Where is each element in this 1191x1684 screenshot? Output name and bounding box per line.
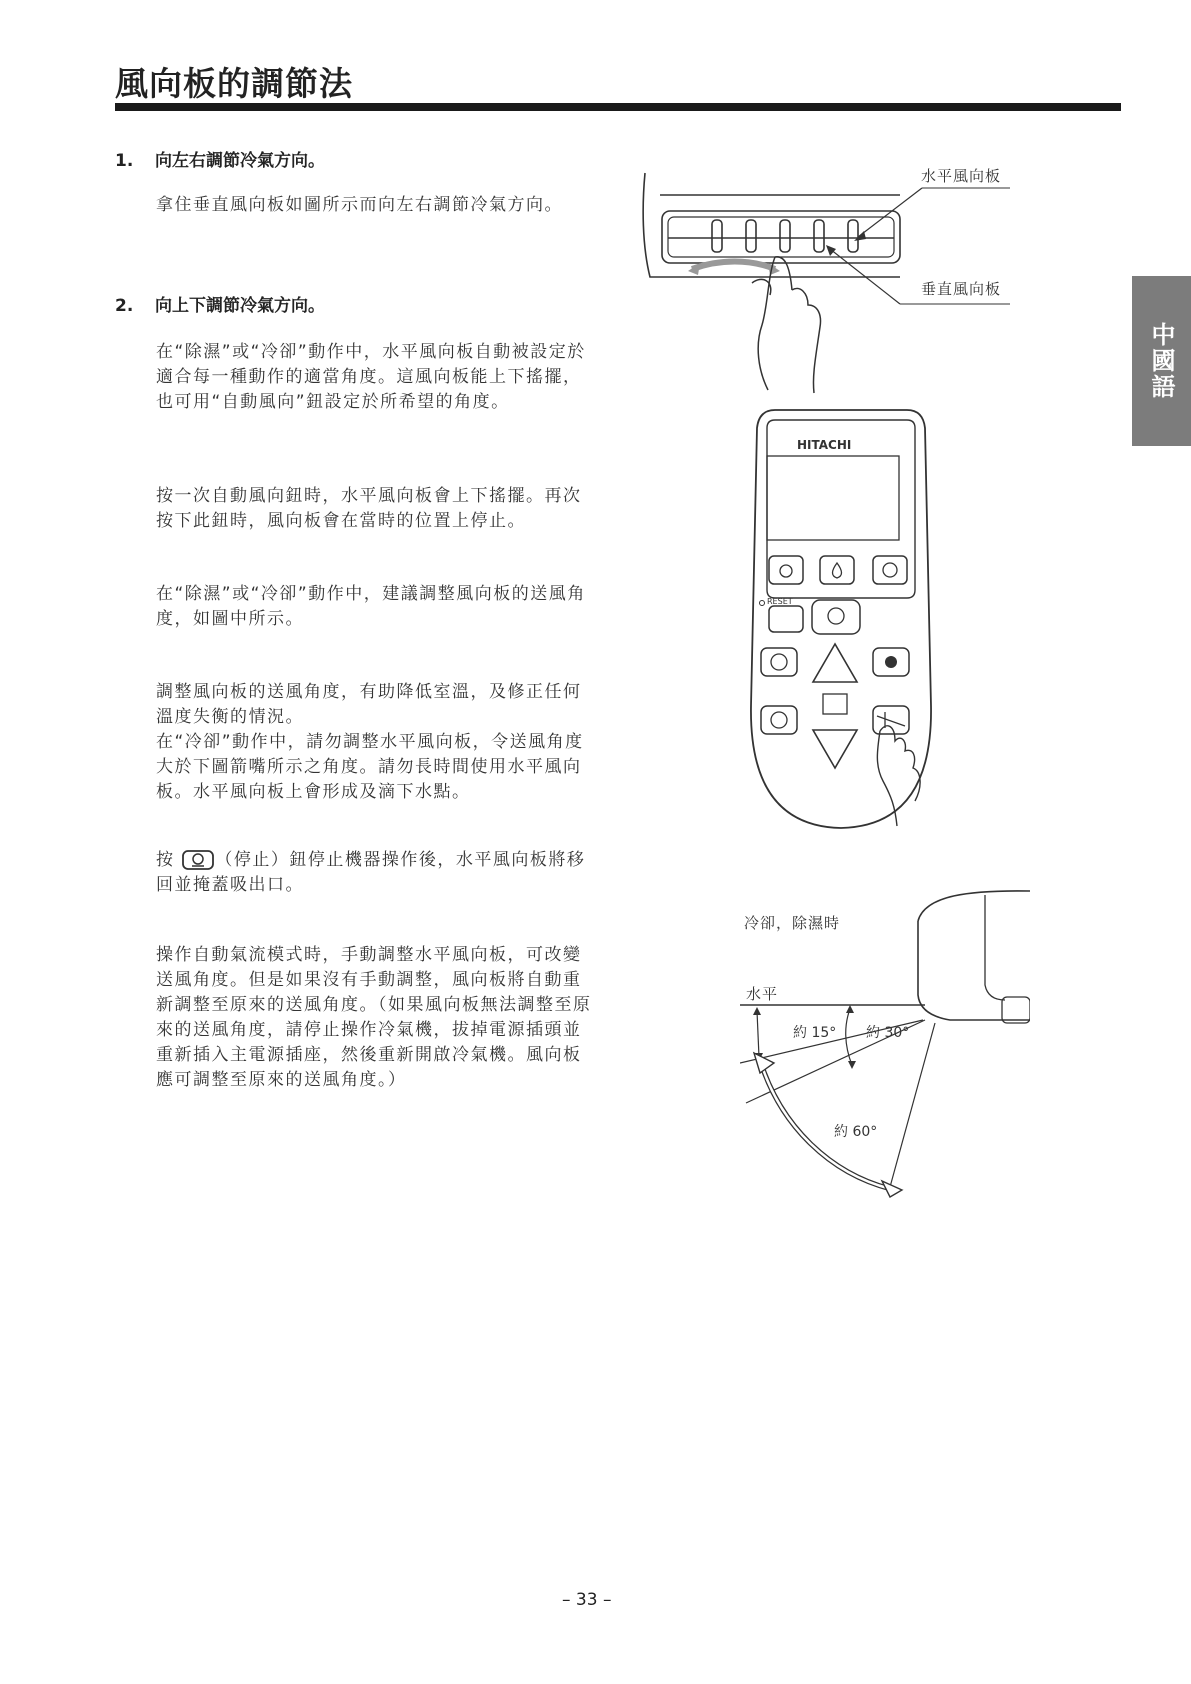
section1-body-text: 拿住垂直風向板如圖所示而向左右調節冷氣方向。 [156, 195, 563, 215]
section1-body [156, 193, 596, 218]
section2-paragraph-1 [156, 340, 596, 415]
section1-heading-text: 向左右調節冷氣方向。 [155, 151, 325, 171]
p5-suffix: （停止）鈕停止機器操作後，水平風向板將移回並掩蓋吸出口。 [156, 850, 586, 895]
section2-heading-text: 向上下調節冷氣方向。 [155, 296, 325, 316]
language-tab-label: 中國語 [1147, 322, 1175, 400]
page-number: – 33 – [562, 1590, 612, 1610]
title-rule [115, 103, 1121, 111]
section1-number: 1. [115, 151, 134, 171]
section2-p4b-text: 在“冷卻”動作中，請勿調整水平風向板，令送風角度大於下圖箭嘴所示之角度。請勿長時間使用水平風向板。水平風向板上會形成及滴下水點。 [156, 732, 584, 802]
label-angle-15: 約 15° [793, 1025, 837, 1041]
language-tab [1132, 276, 1191, 446]
label-cooling-dehumidify: 冷卻，除濕時 [744, 914, 841, 932]
section2-paragraph-3 [156, 582, 596, 632]
stop-button-icon [181, 849, 215, 871]
section2-p1-text: 在“除濕”或“冷卻”動作中，水平風向板自動被設定於適合每一種動作的適當角度。這風向板能上下搖擺，也可用“自動風向”鈕設定於所希望的角度。 [156, 342, 586, 412]
remote-brand: HITACHI [797, 438, 852, 452]
section2-paragraph-2 [156, 484, 596, 534]
section2-p2-text: 按一次自動風向鈕時，水平風向板會上下搖擺。再次按下此鈕時，風向板會在當時的位置上停止。 [156, 486, 582, 531]
louver-angle-figure [740, 885, 1030, 1225]
label-vertical-louver: 垂直風向板 [921, 280, 1002, 298]
section2-heading [115, 291, 325, 316]
section2-p6-text: 操作自動氣流模式時，手動調整水平風向板，可改變送風角度。但是如果沒有手動調整，風向板將自動重新調整至原來的送風角度。（如果風向板無法調整至原來的送風角度，請停止操作冷氣機，拔掉電源插頭並重新插入主電源插座，然後重新開啟冷氣機。風向板應可調整至原來的送風角度。） [156, 945, 592, 1090]
label-horizontal: 水平 [746, 985, 779, 1003]
section2-p3-text: 在“除濕”或“冷卻”動作中，建議調整風向板的送風角度，如圖中所示。 [156, 584, 586, 629]
section2-paragraph-6 [156, 943, 596, 1093]
label-horizontal-louver: 水平風向板 [921, 167, 1002, 185]
label-angle-30: 約 30° [866, 1025, 910, 1041]
page-title: 風向板的調節法 [115, 64, 353, 103]
label-angle-60: 約 60° [834, 1124, 878, 1140]
section1-heading [115, 146, 325, 171]
section2-number: 2. [115, 296, 134, 316]
p5-prefix: 按 [156, 850, 175, 870]
section2-p4a-text: 調整風向板的送風角度，有助降低室溫，及修正任何溫度失衡的情況。 [156, 682, 582, 727]
remote-reset-label: RESET [767, 597, 793, 606]
section2-paragraph-5 [156, 848, 596, 898]
remote-control-figure [745, 406, 945, 836]
section2-paragraph-4 [156, 680, 596, 805]
